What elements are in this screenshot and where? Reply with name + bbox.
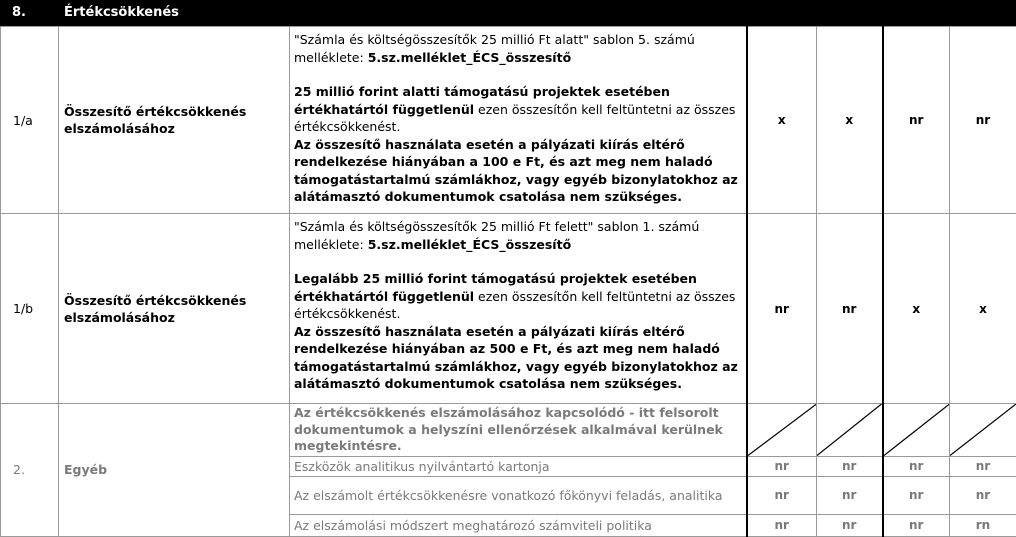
row-intro: Az értékcsökkenés elszámolásához kapcsolódó - itt felsorolt dokumentumok a helyszíni ellenőrzések alkalmával kerülnek megtekintésre.	[290, 404, 747, 457]
mark-cell: nr	[817, 456, 883, 476]
mark-cell: nr	[883, 27, 950, 214]
mark-cell: x	[817, 27, 883, 214]
mark-cell: x	[950, 214, 1016, 404]
row-name: Egyéb	[59, 404, 290, 537]
mark-cell: nr	[883, 476, 950, 514]
row-description	[290, 27, 747, 214]
mark-cell: nr	[950, 456, 1016, 476]
mark-cell: nr	[747, 456, 817, 476]
table-row-2-intro	[1, 404, 1016, 457]
desc-scope: Legalább 25 millió forint támogatású projektek esetében értékhatártól függetlenül	[294, 271, 697, 304]
desc-scope-rest: ezen összesítőn kell feltüntetni az összes értékcsökkenést.	[294, 102, 735, 135]
mark-cell: rn	[950, 514, 1016, 536]
diagonal-cell	[747, 404, 817, 457]
mark-cell: nr	[817, 214, 883, 404]
item-text: Az elszámolt értékcsökkenésre vonatkozó főkönyvi feladás, analitika	[290, 476, 747, 514]
mark-cell: nr	[817, 514, 883, 536]
mark-cell: nr	[883, 456, 950, 476]
desc-attachment: 5.sz.melléklet_ÉCS_összesítő	[368, 237, 571, 252]
row-description	[290, 214, 747, 404]
desc-intro: "Számla és költségösszesítők 25 millió Ft alatt" sablon 5. számú melléklete:	[294, 32, 695, 65]
row-number: 1/b	[1, 214, 59, 404]
table-row-1b	[1, 214, 1016, 404]
section-title: Értékcsökkenés	[64, 5, 179, 20]
table-row-1a	[1, 27, 1016, 214]
mark-cell: nr	[747, 214, 817, 404]
section-header	[0, 0, 1016, 26]
mark-cell: nr	[747, 476, 817, 514]
item-text: Az elszámolási módszert meghatározó számviteli politika	[290, 514, 747, 536]
requirements-table	[0, 26, 1016, 537]
section-number: 8.	[12, 5, 26, 20]
desc-attachment: 5.sz.melléklet_ÉCS_összesítő	[368, 50, 571, 65]
mark-cell: nr	[950, 476, 1016, 514]
mark-cell: x	[747, 27, 817, 214]
desc-scope: 25 millió forint alatti támogatású projektek esetében értékhatártól függetlenül	[294, 84, 670, 117]
row-number: 1/a	[1, 27, 59, 214]
mark-cell: nr	[883, 514, 950, 536]
mark-cell: x	[883, 214, 950, 404]
diagonal-cell	[817, 404, 883, 457]
desc-note: Az összesítő használata esetén a pályázati kiírás eltérő rendelkezése hiányában a 100 e Ft, és azt meg nem haladó támogatástartalmú számlákhoz, vagy egyéb bizonylatokhoz az alátámasztó dokumentumok csatolása nem szükséges.	[294, 137, 738, 205]
row-number: 2.	[1, 404, 59, 537]
desc-scope-rest: ezen összesítőn kell feltüntetni az összes értékcsökkenést.	[294, 289, 735, 322]
diagonal-cell	[883, 404, 950, 457]
mark-cell: nr	[817, 476, 883, 514]
row-name: Összesítő értékcsökkenés elszámolásához	[59, 27, 290, 214]
diagonal-cell	[950, 404, 1016, 457]
mark-cell: nr	[950, 27, 1016, 214]
item-text: Eszközök analitikus nyilvántartó kartonja	[290, 456, 747, 476]
desc-note: Az összesítő használata esetén a pályázati kiírás eltérő rendelkezése hiányában az 500 e Ft, és azt meg nem haladó támogatástartalmú számlákhoz, vagy egyéb bizonylatokhoz az alátámasztó dokumentumok csatolása nem szükséges.	[294, 324, 738, 392]
row-name: Összesítő értékcsökkenés elszámolásához	[59, 214, 290, 404]
mark-cell: nr	[747, 514, 817, 536]
desc-intro: "Számla és költségösszesítők 25 millió Ft felett" sablon 1. számú melléklete:	[294, 219, 699, 252]
